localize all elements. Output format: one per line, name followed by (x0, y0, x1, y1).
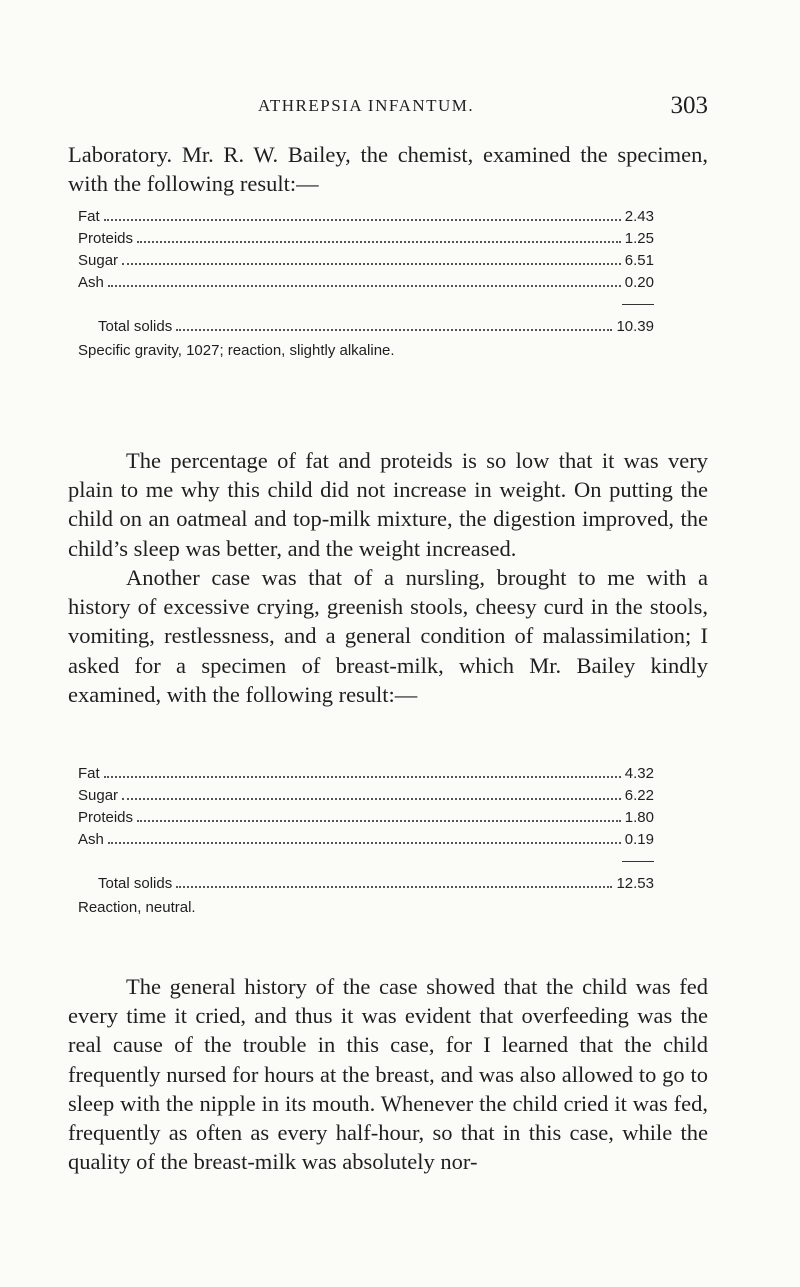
total-label: Total solids (98, 318, 173, 335)
analysis-note: Specific gravity, 1027; reaction, slightly alkaline. (78, 342, 395, 359)
dot-leader (122, 263, 621, 265)
analysis-row (78, 274, 654, 296)
row-label: Sugar (78, 252, 119, 269)
analysis-table-2 (78, 765, 654, 916)
paragraph-laboratory: Laboratory. Mr. R. W. Bailey, the chemist, examined the specimen, with the following result:— (68, 142, 708, 197)
sum-rule (622, 861, 654, 862)
dot-leader (176, 886, 612, 888)
analysis-table-1 (78, 208, 654, 359)
paragraph-conclusion-1: The percentage of fat and proteids is so low that it was very plain to me why this child did not increase in weight. On putting the child on an oatmeal and top-milk mixture, the digestion improved, the child’s sleep was better, and the weight increased. (68, 448, 708, 561)
row-value: 0.19 (624, 831, 654, 848)
total-value: 12.53 (616, 875, 654, 892)
total-row (78, 318, 654, 340)
sum-rule (622, 304, 654, 305)
dot-leader (137, 820, 621, 822)
row-label: Ash (78, 274, 104, 291)
dot-leader (108, 285, 621, 287)
row-label: Fat (78, 208, 100, 225)
row-label: Proteids (78, 230, 134, 247)
dot-leader (176, 329, 612, 331)
dot-leader (108, 842, 621, 844)
analysis-note: Reaction, neutral. (78, 899, 196, 916)
running-head: ATHREPSIA INFANTUM. (258, 96, 475, 115)
analysis-row (78, 230, 654, 252)
total-label: Total solids (98, 875, 173, 892)
row-value: 1.80 (624, 809, 654, 826)
row-label: Sugar (78, 787, 119, 804)
analysis-row (78, 809, 654, 831)
row-label: Ash (78, 831, 104, 848)
page-header (68, 92, 708, 122)
row-value: 1.25 (624, 230, 654, 247)
row-label: Proteids (78, 809, 134, 826)
row-label: Fat (78, 765, 100, 782)
dot-leader (122, 798, 621, 800)
total-row (78, 875, 654, 897)
row-value: 0.20 (624, 274, 654, 291)
analysis-row (78, 252, 654, 274)
dot-leader (137, 241, 621, 243)
analysis-row (78, 831, 654, 853)
paragraph-second-case: Another case was that of a nursling, brought to me with a history of excessive crying, greenish stools, cheesy curd in the stools, vomiting, restlessness, and a general condition of malassimilation; I asked for a specimen of breast-milk, which Mr. Bailey kindly examined, with the following result:— (68, 565, 708, 707)
analysis-row (78, 208, 654, 230)
row-value: 6.22 (624, 787, 654, 804)
row-value: 2.43 (624, 208, 654, 225)
page-number: 303 (670, 92, 708, 119)
analysis-row (78, 787, 654, 809)
row-value: 4.32 (624, 765, 654, 782)
row-value: 6.51 (624, 252, 654, 269)
analysis-row (78, 765, 654, 787)
total-value: 10.39 (616, 318, 654, 335)
dot-leader (104, 776, 621, 778)
dot-leader (104, 219, 621, 221)
paragraph-general-history: The general history of the case showed that the child was fed every time it cried, and thus it was evident that overfeeding was the real cause of the trouble in this case, for I learned that the child frequently nursed for hours at the breast, and was also allowed to go to sleep with the nipple in its mouth. Whenever the child cried it was fed, frequently as often as every half-hour, so that in this case, while the quality of the breast-milk was absolutely nor- (68, 974, 708, 1175)
